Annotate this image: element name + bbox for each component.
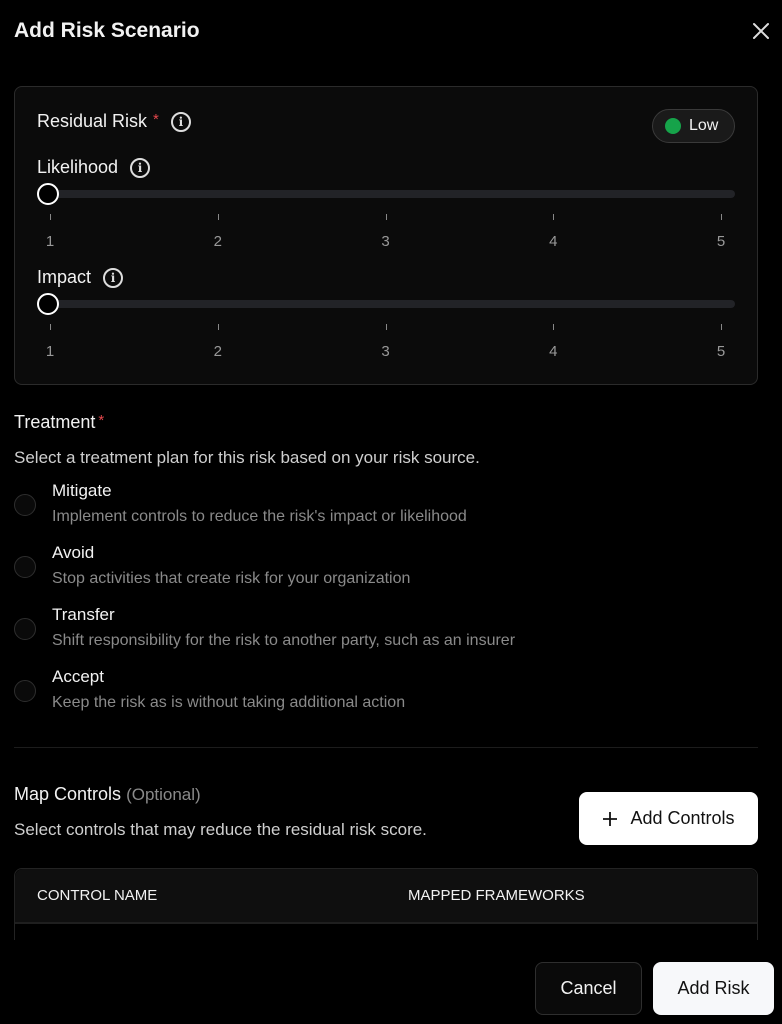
slider-tick bbox=[553, 214, 554, 220]
slider-tick-label: 3 bbox=[381, 343, 390, 360]
slider-tick-label: 1 bbox=[45, 233, 55, 250]
slider-tick bbox=[386, 214, 387, 220]
risk-level-badge bbox=[652, 109, 735, 143]
slider-tick-label: 1 bbox=[45, 343, 55, 360]
required-asterisk: * bbox=[153, 111, 159, 128]
impact-text: Impact bbox=[37, 267, 92, 287]
treatment-option-description: Implement controls to reduce the risk's impact or likelihood bbox=[52, 508, 467, 525]
status-dot-icon bbox=[665, 118, 681, 134]
treatment-option-title[interactable]: Avoid bbox=[52, 543, 95, 562]
map-controls-description: Select controls that may reduce the residual risk score. bbox=[14, 820, 427, 839]
column-header-mapped-frameworks: MAPPED FRAMEWORKS bbox=[408, 887, 585, 904]
divider bbox=[14, 747, 758, 748]
slider-tick-label: 4 bbox=[549, 343, 558, 360]
add-risk-button[interactable]: Add Risk bbox=[653, 962, 774, 1015]
slider-tick bbox=[218, 214, 219, 220]
column-header-control-name: CONTROL NAME bbox=[37, 887, 158, 904]
map-controls-text: Map Controls bbox=[14, 784, 122, 804]
slider-tick bbox=[386, 324, 387, 330]
add-controls-button[interactable] bbox=[579, 792, 758, 845]
treatment-radio-accept[interactable] bbox=[14, 680, 36, 702]
treatment-option-title[interactable]: Transfer bbox=[52, 605, 115, 624]
likelihood-text: Likelihood bbox=[37, 157, 119, 177]
info-icon[interactable]: i bbox=[171, 112, 191, 132]
treatment-radio-mitigate[interactable] bbox=[14, 494, 36, 516]
treatment-radio-avoid[interactable] bbox=[14, 556, 36, 578]
treatment-label bbox=[14, 412, 104, 433]
likelihood-slider-thumb[interactable] bbox=[37, 183, 59, 205]
treatment-description: Select a treatment plan for this risk based on your risk source. bbox=[14, 448, 480, 467]
slider-tick-label: 5 bbox=[716, 343, 726, 360]
add-controls-label: Add Controls bbox=[630, 808, 735, 828]
required-asterisk: * bbox=[98, 412, 105, 429]
treatment-option-description: Stop activities that create risk for your organization bbox=[52, 570, 411, 587]
close-icon[interactable] bbox=[750, 20, 772, 42]
treatment-option-description: Keep the risk as is without taking additional action bbox=[52, 694, 406, 711]
treatment-option-description: Shift responsibility for the risk to another party, such as an insurer bbox=[52, 632, 516, 649]
treatment-option-title[interactable]: Mitigate bbox=[52, 481, 112, 500]
slider-tick bbox=[50, 324, 51, 330]
dialog-title: Add Risk Scenario bbox=[14, 19, 200, 42]
residual-risk-label bbox=[37, 111, 191, 132]
residual-risk-text: Residual Risk bbox=[37, 111, 148, 131]
slider-tick-label: 4 bbox=[549, 233, 558, 250]
risk-level-text: Low bbox=[689, 117, 719, 134]
slider-tick-label: 3 bbox=[381, 233, 390, 250]
treatment-option-title[interactable]: Accept bbox=[52, 667, 104, 686]
impact-slider[interactable] bbox=[38, 300, 735, 308]
table-header bbox=[15, 869, 757, 924]
optional-tag: (Optional) bbox=[126, 785, 201, 804]
treatment-radio-transfer[interactable] bbox=[14, 618, 36, 640]
plus-icon bbox=[602, 811, 618, 827]
slider-tick bbox=[218, 324, 219, 330]
slider-tick bbox=[721, 214, 722, 220]
slider-tick bbox=[553, 324, 554, 330]
slider-tick bbox=[50, 214, 51, 220]
info-icon[interactable]: i bbox=[103, 268, 123, 288]
likelihood-label bbox=[37, 157, 150, 178]
likelihood-slider[interactable] bbox=[38, 190, 735, 198]
slider-tick bbox=[721, 324, 722, 330]
slider-tick-label: 2 bbox=[213, 343, 222, 360]
slider-tick-label: 2 bbox=[213, 233, 222, 250]
impact-slider-thumb[interactable] bbox=[37, 293, 59, 315]
impact-label bbox=[37, 267, 123, 288]
cancel-button[interactable]: Cancel bbox=[535, 962, 642, 1015]
slider-tick-label: 5 bbox=[716, 233, 726, 250]
treatment-text: Treatment bbox=[14, 412, 96, 432]
info-icon[interactable]: i bbox=[130, 158, 150, 178]
map-controls-label bbox=[14, 784, 201, 805]
